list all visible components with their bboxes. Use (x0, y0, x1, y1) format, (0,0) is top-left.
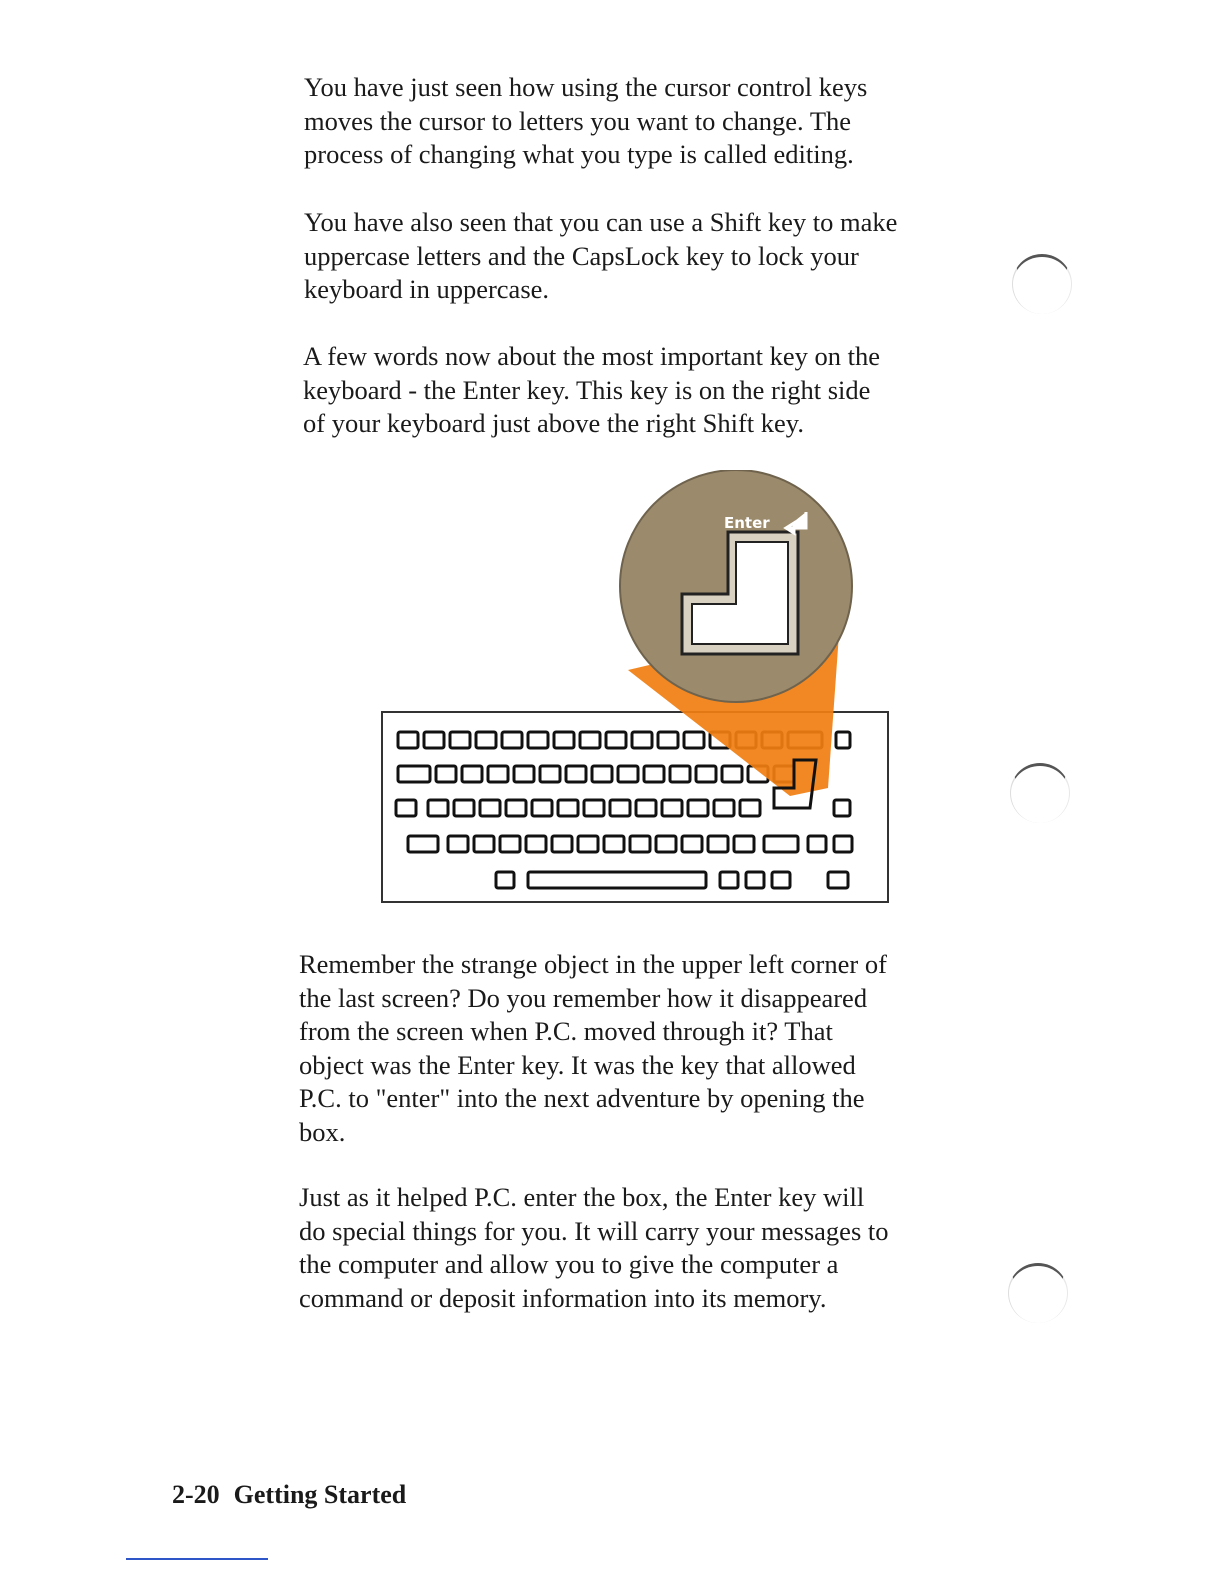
keyboard-key (578, 836, 598, 852)
paragraph-cursor-editing: You have just seen how using the cursor control keys moves the cursor to letters you want to change. The process of changing what you type is called editing. (304, 72, 868, 169)
keyboard-key (476, 732, 496, 748)
keyboard-key (684, 732, 704, 748)
keyboard-key (592, 766, 612, 782)
keyboard-key (656, 836, 676, 852)
keyboard-key (808, 836, 826, 852)
keyboard-key (772, 872, 790, 888)
page-footer (172, 1480, 406, 1510)
paragraph-enter-key-purpose: Just as it helped P.C. enter the box, the Enter key will do special things for you. It will carry your messages to the computer and allow you to give the computer a command or deposit information into its memory. (299, 1182, 889, 1313)
keyboard-key (834, 800, 850, 816)
keyboard-key (696, 766, 716, 782)
keyboard-key (834, 836, 852, 852)
keyboard-key (636, 800, 656, 816)
keyboard-key (606, 732, 626, 748)
section-title: Getting Started (233, 1480, 407, 1509)
keyboard-key (632, 732, 652, 748)
footer-rule (126, 1558, 268, 1560)
keyboard-key (610, 800, 630, 816)
keyboard-key (836, 732, 850, 748)
keyboard-key (506, 800, 526, 816)
paragraph-enter-key-intro: A few words now about the most important key on the keyboard - the Enter key. This key is on the right side of your keyboard just above the right Shift key. (303, 341, 881, 438)
keyboard-key (488, 766, 508, 782)
keyboard-key (658, 732, 678, 748)
keyboard-key (502, 732, 522, 748)
keyboard-diagram-svg (370, 470, 900, 910)
keyboard-key (398, 732, 418, 748)
keyboard-key (722, 766, 742, 782)
keyboard-key (532, 800, 552, 816)
keyboard-key (740, 800, 760, 816)
page-number: 2-20 (172, 1480, 220, 1509)
keyboard-key (734, 836, 754, 852)
keyboard-key (408, 836, 438, 852)
keyboard-key (398, 766, 430, 782)
keyboard-key (454, 800, 474, 816)
keyboard-key (630, 836, 650, 852)
keyboard-key (558, 800, 578, 816)
keyboard-key (436, 766, 456, 782)
keyboard-key (450, 732, 470, 748)
binder-hole (1012, 254, 1072, 314)
keyboard-key (554, 732, 574, 748)
keyboard-key (528, 872, 706, 888)
binder-hole (1008, 1263, 1068, 1323)
keyboard-key (396, 800, 416, 816)
keyboard-enter-key-illustration (370, 470, 900, 910)
keyboard-key (682, 836, 702, 852)
keyboard-key (514, 766, 534, 782)
keyboard-key (764, 836, 798, 852)
keyboard-key (688, 800, 708, 816)
keyboard-key (746, 872, 764, 888)
keyboard-key (580, 732, 600, 748)
keyboard-key (708, 836, 728, 852)
keyboard-key (584, 800, 604, 816)
paragraph-shift-capslock: You have also seen that you can use a Shift key to make uppercase letters and the CapsLock key to lock your keyboard in uppercase. (304, 207, 898, 304)
keyboard-key (552, 836, 572, 852)
keyboard-key (480, 800, 500, 816)
keyboard-key (496, 872, 514, 888)
enter-key-label: Enter (724, 514, 770, 532)
keyboard-key (424, 732, 444, 748)
keyboard-key (462, 766, 482, 782)
paragraph-strange-object: Remember the strange object in the upper left corner of the last screen? Do you remember how it disappeared from the screen when P.C. moved through it? That object was the Enter key. It was the key that allowed P.C. to "enter" into the next adventure by opening the box. (299, 949, 887, 1147)
keyboard-key (526, 836, 546, 852)
keyboard-key (566, 766, 586, 782)
keyboard-key (428, 800, 448, 816)
keyboard-key (828, 872, 848, 888)
keyboard-key (662, 800, 682, 816)
keyboard-key (644, 766, 664, 782)
keyboard-key (714, 800, 734, 816)
keyboard-key (670, 766, 690, 782)
keyboard-key (528, 732, 548, 748)
keyboard-key (618, 766, 638, 782)
keyboard-key (448, 836, 468, 852)
keyboard-key (540, 766, 560, 782)
binder-hole (1010, 763, 1070, 823)
keyboard-key (604, 836, 624, 852)
keyboard-key (474, 836, 494, 852)
keyboard-key (720, 872, 738, 888)
keyboard-key (500, 836, 520, 852)
